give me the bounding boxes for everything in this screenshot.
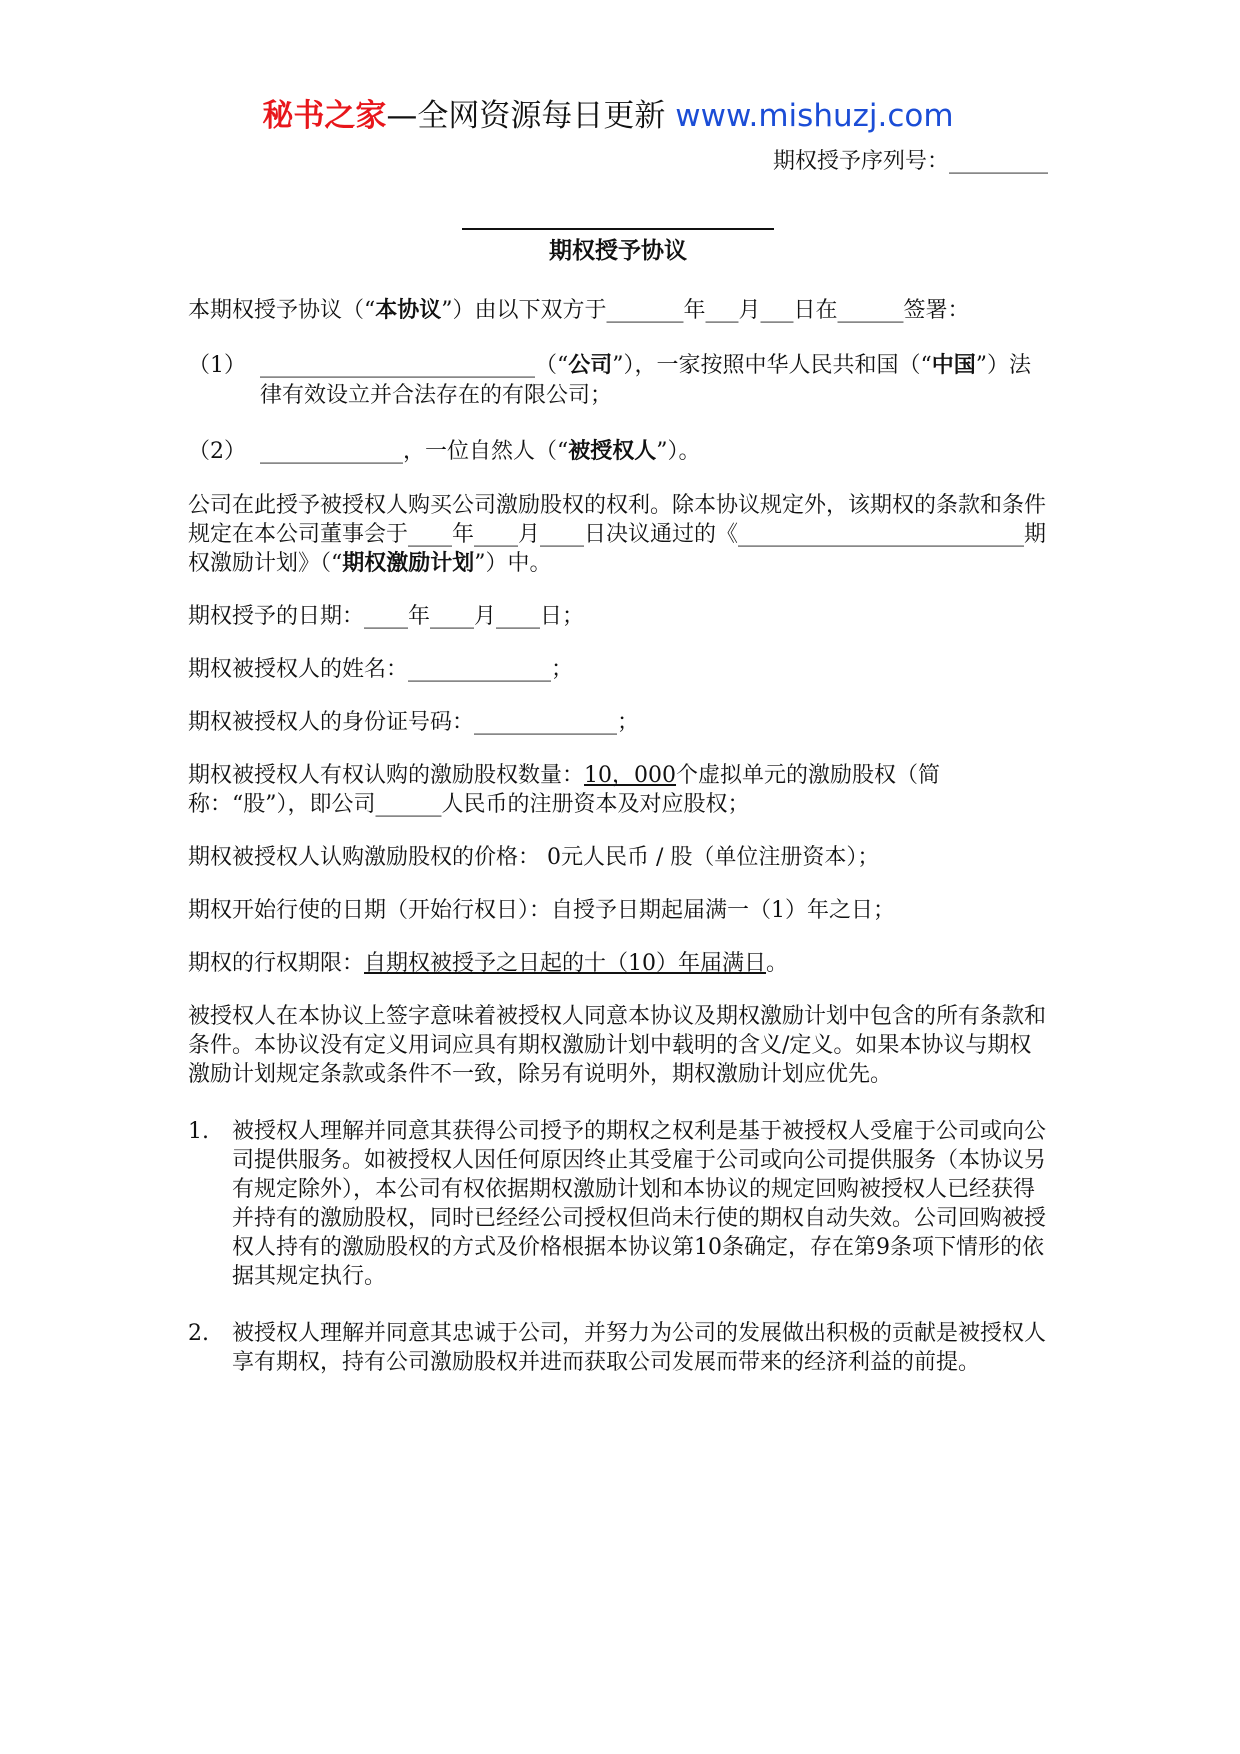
party1-text-2: ”），一家按照中华人民共和国（“ xyxy=(612,353,932,378)
grant-serial-number xyxy=(188,146,1048,178)
party1-text-3: ”）法律有效设立并合法存在的有限公司； xyxy=(260,353,1032,408)
party1-text-1: _________________________（“ xyxy=(260,353,569,378)
quantity-value: 10，000 xyxy=(584,763,677,788)
exercise-price-field: 期权被授权人认购激励股权的价格： 0元人民币 / 股（单位注册资本）； xyxy=(188,845,880,870)
clause-number: 2. xyxy=(188,1321,209,1346)
term-value: 自期权被授予之日起的十（10）年届满日 xyxy=(364,951,767,976)
grant-text-1: 公司在此授予被授权人购买公司激励股权的权利。除本协议规定外，该期权的条款和条件规定在本公司董事会于____年____月____日决议通过的《__________________________期权激励计划》（“ xyxy=(188,493,1047,576)
clause-item xyxy=(188,1117,1048,1291)
party2-text-2: ”）。 xyxy=(656,439,701,464)
share-quantity-field xyxy=(188,761,1048,819)
intro-text-2: ”）由以下双方于_______年___月___日在______签署： xyxy=(441,298,970,323)
intro-defined-term: 本协议 xyxy=(375,298,442,323)
term-text-2: 。 xyxy=(766,951,789,976)
party2-term-grantee: 被授权人 xyxy=(568,439,657,464)
grant-term-plan: 期权激励计划 xyxy=(342,551,475,576)
grantee-name-field: 期权被授权人的姓名：_____________； xyxy=(188,657,574,682)
serial-blank: _________ xyxy=(949,149,1048,174)
party-grantee xyxy=(188,437,1048,467)
party-description xyxy=(260,351,1048,411)
clause-item xyxy=(188,1319,1048,1377)
grant-paragraph xyxy=(188,491,1048,578)
serial-label: 期权授予序列号： xyxy=(772,149,949,174)
party-description xyxy=(260,437,1048,467)
intro-text-1: 本期权授予协议（“ xyxy=(188,298,376,323)
clause-text: 被授权人理解并同意其忠诚于公司，并努力为公司的发展做出积极的贡献是被授权人享有期权，持有公司激励股权并进而获取公司发展而带来的经济利益的前提。 xyxy=(232,1321,1047,1375)
clause-text: 被授权人理解并同意其获得公司授予的期权之权利是基于被授权人受雇于公司或向公司提供服务。如被授权人因任何原因终止其受雇于公司或向公司提供服务（本协议另有规定除外），本公司有权依据期权激励计划和本协议的规定回购被授权人已经获得并持有的激励股权，同时已经经公司授权但尚未行使的期权自动失效。公司回购被授权人持有的激励股权的方式及价格根据本协议第10条确定，存在第9条项下情形的依据其规定执行。 xyxy=(232,1119,1047,1289)
intro-paragraph xyxy=(188,296,1048,325)
site-url-link[interactable]: www.mishuzj.com xyxy=(675,98,954,134)
acceptance-paragraph: 被授权人在本协议上签字意味着被授权人同意本协议及期权激励计划中包含的所有条款和条件。本协议没有定义用词应具有期权激励计划中载明的含义/定义。如果本协议与期权激励计划规定条款或条件不一致，除另有说明外，期权激励计划应优先。 xyxy=(188,1004,1047,1087)
grantee-id-field: 期权被授权人的身份证号码：_____________； xyxy=(188,710,640,735)
title-rule xyxy=(462,228,774,230)
site-banner xyxy=(168,96,1048,136)
term-text-1: 期权的行权期限： xyxy=(188,951,365,976)
clause-number: 1. xyxy=(188,1119,209,1144)
party-number: （2） xyxy=(188,439,246,464)
grant-date-field: 期权授予的日期：____年____月____日； xyxy=(188,604,585,629)
document-title: 期权授予协议 xyxy=(549,238,687,264)
brand-name: 秘书之家 xyxy=(262,98,387,134)
party2-text-1: _____________，一位自然人（“ xyxy=(260,439,569,464)
quantity-text-2: 个虚拟单元的激励股权（简称：“股”），即公司______人民币的注册资本及对应股权； xyxy=(188,763,941,817)
party-company xyxy=(188,351,1048,411)
party1-term-china: 中国 xyxy=(931,353,976,378)
party-number: （1） xyxy=(188,353,246,378)
exercise-start-field: 期权开始行使的日期（开始行权日）：自授予日期起届满一（1）年之日； xyxy=(188,898,895,923)
quantity-text-1: 期权被授权人有权认购的激励股权数量： xyxy=(188,763,585,788)
document-page xyxy=(188,96,1048,1377)
grant-text-2: ”）中。 xyxy=(474,551,552,576)
exercise-term-field xyxy=(188,949,1048,978)
party1-term-company: 公司 xyxy=(568,353,613,378)
banner-slogan: —全网资源每日更新 xyxy=(386,98,666,134)
